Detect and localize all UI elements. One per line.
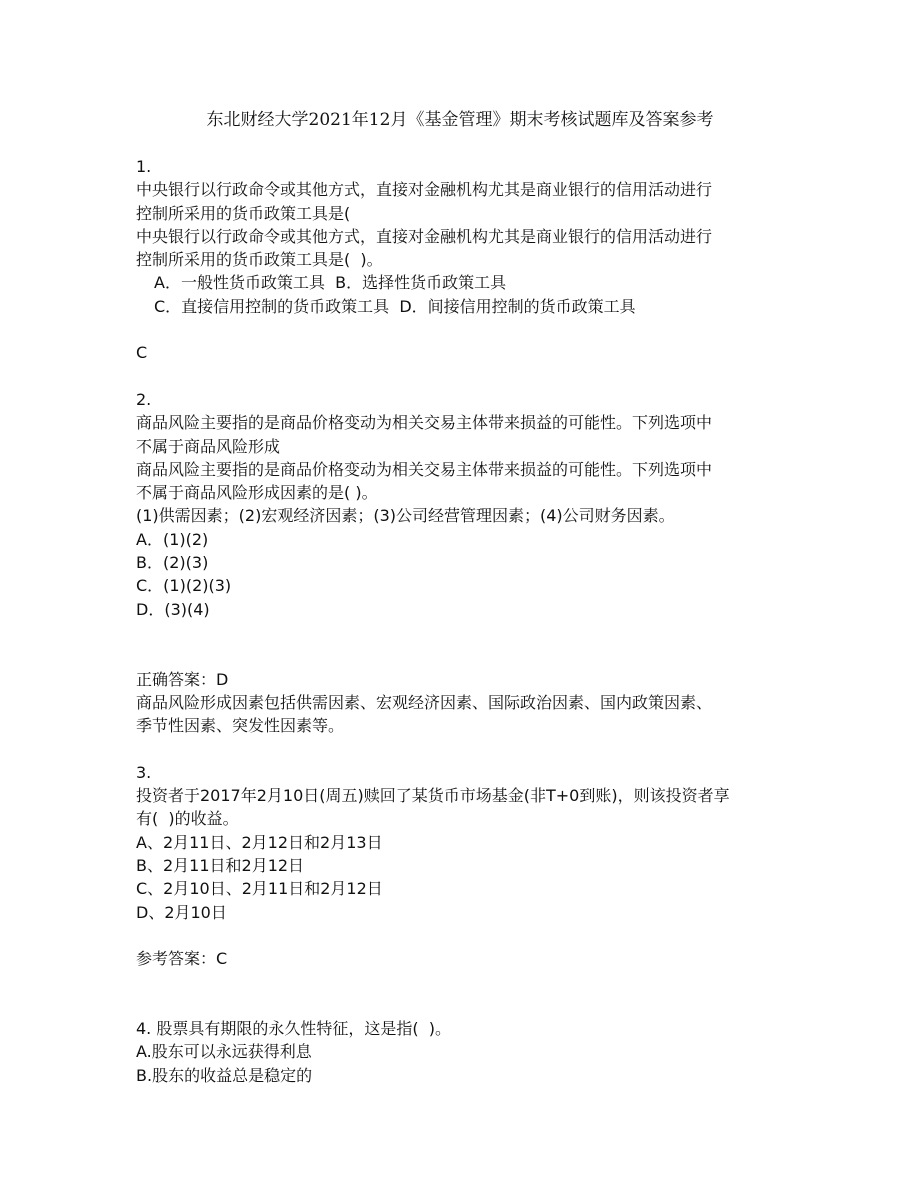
option-b: B．(2)(3) [136, 553, 209, 573]
option-line: C．直接信用控制的货币政策工具 D．间接信用控制的货币政策工具 [154, 296, 636, 316]
option-b: B、2月11日和2月12日 [136, 855, 305, 875]
answer-text: C [136, 343, 148, 363]
question-4 [136, 1017, 796, 1087]
option-c: C、2月10日、2月11日和2月12日 [136, 879, 383, 899]
question-stem: 控制所采用的货币政策工具是( )。 [136, 250, 383, 270]
question-stem: 投资者于2017年2月10日(周五)赎回了某货币市场基金(非T+0到账)，则该投资者享 [136, 786, 730, 806]
option-a: A.股东可以永远获得利息 [136, 1042, 312, 1062]
answer-explanation: 商品风险形成因素包括供需因素、宏观经济因素、国际政治因素、国内政策因素、 [136, 692, 713, 712]
question-stem: 中央银行以行政命令或其他方式，直接对金融机构尤其是商业银行的信用活动进行 [136, 226, 713, 246]
document-body [136, 155, 796, 1087]
option-d: D．(3)(4) [136, 599, 210, 619]
question-stem: 有( )的收益。 [136, 809, 239, 829]
question-2 [136, 388, 796, 761]
option-d: D、2月10日 [136, 902, 227, 922]
question-stem: 不属于商品风险形成 [136, 436, 281, 456]
answer-text: 参考答案：C [136, 949, 228, 969]
question-1 [136, 155, 796, 388]
option-a: A、2月11日、2月12日和2月13日 [136, 832, 383, 852]
question-stem: 4. 股票具有期限的永久性特征，这是指( )。 [136, 1018, 452, 1038]
option-line: A．一般性货币政策工具 B．选择性货币政策工具 [154, 273, 507, 293]
question-number: 3. [136, 762, 152, 782]
answer-text: 正确答案：D [136, 669, 229, 689]
question-stem: 商品风险主要指的是商品价格变动为相关交易主体带来损益的可能性。下列选项中 [136, 413, 713, 433]
question-stem: 商品风险主要指的是商品价格变动为相关交易主体带来损益的可能性。下列选项中 [136, 459, 713, 479]
answer-explanation: 季节性因素、突发性因素等。 [136, 716, 345, 736]
option-b: B.股东的收益总是稳定的 [136, 1065, 313, 1085]
question-stem: 控制所采用的货币政策工具是( [136, 203, 351, 223]
question-stem: 中央银行以行政命令或其他方式，直接对金融机构尤其是商业银行的信用活动进行 [136, 180, 713, 200]
question-stem: 不属于商品风险形成因素的是( )。 [136, 483, 378, 503]
question-number: 1. [136, 157, 152, 176]
question-3 [136, 761, 796, 1017]
option-c: C．(1)(2)(3) [136, 576, 232, 596]
question-number: 2. [136, 389, 152, 409]
document-title: 东北财经大学2021年12月《基金管理》期末考核试题库及答案参考 [206, 110, 714, 130]
question-factors: (1)供需因素；(2)宏观经济因素；(3)公司经营管理因素；(4)公司财务因素。 [136, 506, 675, 526]
option-a: A．(1)(2) [136, 529, 209, 549]
